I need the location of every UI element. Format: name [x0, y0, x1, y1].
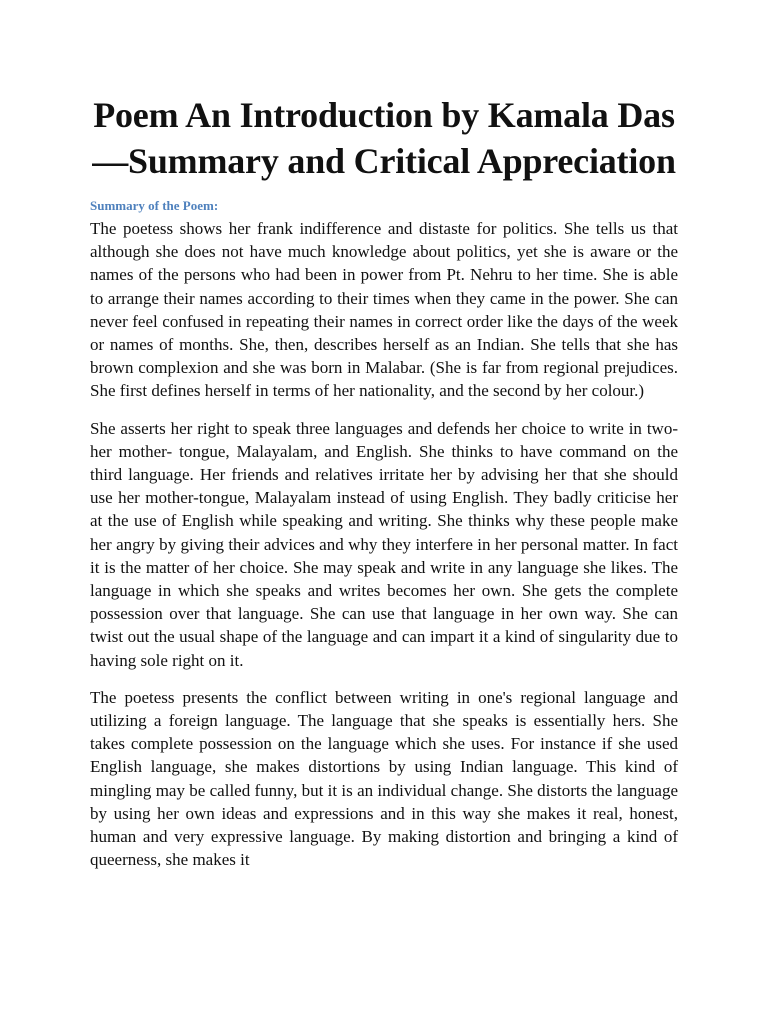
paragraph-3: The poetess presents the conflict between writing in one's regional language and utilizing a foreign language. The language that she speaks is essentially hers. She takes complete possession on the language which she uses. For instance if she used English language, she makes distortions by using Indian language. This kind of mingling may be called funny, but it is an individual change. She distorts the language by using her own ideas and expressions and in this way she makes it real, honest, human and very expressive language. By making distortion and bringing a kind of queerness, she makes it [90, 687, 678, 870]
document-title [90, 92, 678, 184]
title-line-2: —Summary and Critical Appreciation [92, 141, 676, 181]
title-line-1: Poem An Introduction by Kamala Das [93, 95, 675, 135]
paragraph-1: The poetess shows her frank indifference and distaste for politics. She tells us that although she does not have much knowledge about politics, yet she is aware or the names of the persons who had been in power from Pt. Nehru to her time. She is able to arrange their names according to their times when they came in the power. She can never feel confused in repeating their names in correct order like the days of the week or names of months. She, then, describes herself as an Indian. She tells that she has brown complexion and she was born in Malabar. (She is far from regional prejudices. She first defines herself in terms of her nationality, and the second by her colour.) [90, 219, 678, 401]
paragraph-2: She asserts her right to speak three languages and defends her choice to write in two-her mother- tongue, Malayalam, and English. She thinks to have command on the third language. Her friends and relatives irritate her by advising her that she should use her mother-tongue, Malayalam instead of using English. They badly criticise her at the use of English while speaking and writing. She thinks why these people make her angry by giving their advices and why they interfere in her personal matter. In fact it is the matter of her choice. She may speak and write in any language she likes. The language in which she speaks and writes becomes her own. She gets the complete possession over that language. She can use that language in her own way. She can twist out the usual shape of the language and can impart it a kind of singularity due to having sole right on it. [90, 418, 678, 670]
section-subheading: Summary of the Poem: [90, 198, 219, 213]
